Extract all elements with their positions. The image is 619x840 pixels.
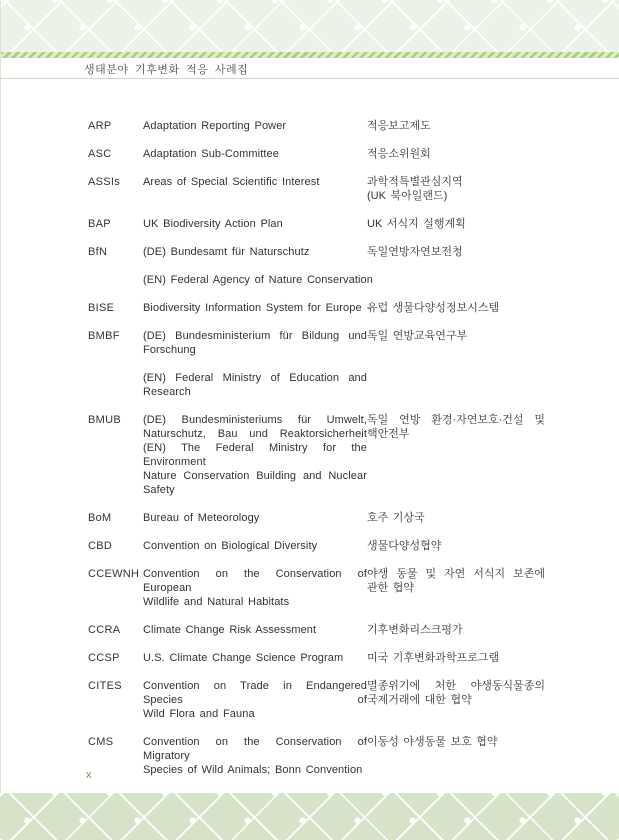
korean-cell <box>367 329 545 399</box>
korean-cell <box>367 147 545 161</box>
abbreviation-cell: CITES <box>88 680 122 692</box>
korean-cell <box>367 651 545 665</box>
english-cell <box>143 679 367 721</box>
english-paragraph <box>143 175 367 189</box>
english-line: Convention on the Conservation of Migratory <box>143 736 367 762</box>
english-line: (EN) Federal Agency of Nature Conservation <box>143 274 373 286</box>
english-paragraph <box>143 679 367 721</box>
korean-line: 기후변화리스크평가 <box>367 624 463 636</box>
english-line: (DE) Bundesministeriums für Umwelt, <box>143 414 367 426</box>
english-line: Adaptation Sub-Committee <box>143 148 279 160</box>
english-line: (EN) The Federal Ministry for the Environment <box>143 442 367 468</box>
abbreviation-cell: BMBF <box>88 330 120 342</box>
english-line: Convention on the Conservation of European <box>143 568 367 594</box>
abbreviation-cell: CBD <box>88 540 113 552</box>
english-line: Areas of Special Scientific Interest <box>143 176 320 188</box>
abbreviation-cell: CCEWNH <box>88 568 140 580</box>
english-line: Safety <box>143 484 175 496</box>
english-paragraph <box>143 735 367 777</box>
english-line: (EN) Federal Ministry of Education and <box>143 372 367 384</box>
korean-line: 독일 연방 환경·자연보호·건설 및 <box>367 414 545 426</box>
english-paragraph <box>143 245 367 259</box>
english-paragraph <box>143 301 367 315</box>
korean-cell <box>367 175 545 203</box>
abbreviation-cell: BAP <box>88 218 111 230</box>
english-cell <box>143 119 367 133</box>
table-row <box>88 413 593 497</box>
english-cell <box>143 329 367 399</box>
abbreviation-cell: ASC <box>88 148 112 160</box>
english-paragraph <box>143 511 367 525</box>
english-paragraph <box>143 329 367 357</box>
english-cell <box>143 217 367 231</box>
english-line: Nature Conservation Building and Nuclear <box>143 470 367 482</box>
korean-line: 관한 협약 <box>367 582 415 594</box>
english-line: (DE) Bundesamt für Naturschutz <box>143 246 310 258</box>
korean-line: 야생 동물 및 자연 서식지 보존에 <box>367 568 545 580</box>
english-cell <box>143 567 367 609</box>
abbreviation-cell: BISE <box>88 302 115 314</box>
english-paragraph <box>143 217 367 231</box>
top-decorative-band <box>0 0 619 52</box>
abbreviation-cell: ASSIs <box>88 176 121 188</box>
english-paragraph <box>143 623 367 637</box>
english-paragraph <box>143 273 373 287</box>
korean-line: 국제거래에 대한 협약 <box>367 694 472 706</box>
english-line: UK Biodiversity Action Plan <box>143 218 283 230</box>
english-line: Research <box>143 386 191 398</box>
table-row <box>88 735 593 777</box>
english-line: Convention on Biological Diversity <box>143 540 318 552</box>
table-row <box>88 651 593 665</box>
table-row <box>88 301 593 315</box>
abbreviation-cell: BoM <box>88 512 112 524</box>
korean-cell <box>367 217 545 231</box>
page-number: x <box>86 769 92 781</box>
korean-line: 이동성 야생동물 보호 협약 <box>367 736 498 748</box>
table-row <box>88 119 593 133</box>
table-row <box>88 539 593 553</box>
korean-line: 미국 기후변화과학프로그램 <box>367 652 500 664</box>
english-paragraph <box>143 147 367 161</box>
page-header-title: 생태분야 기후변화 적응 사례집 <box>84 64 249 76</box>
english-cell <box>143 735 367 777</box>
bottom-decorative-band <box>0 793 619 840</box>
korean-cell <box>367 679 545 721</box>
english-cell <box>143 511 367 525</box>
abbreviation-cell: BfN <box>88 246 108 258</box>
english-cell <box>143 651 367 665</box>
english-paragraph <box>143 119 367 133</box>
table-row <box>88 567 593 609</box>
header-divider-line <box>0 78 619 79</box>
english-cell <box>143 245 373 287</box>
korean-line: UK 서식지 실행계획 <box>367 218 466 230</box>
english-line: Convention on Trade in Endangered Species of <box>143 680 367 706</box>
korean-line: 호주 기상국 <box>367 512 425 524</box>
korean-line: 독일 연방교육연구부 <box>367 330 468 342</box>
english-cell <box>143 175 367 203</box>
korean-cell <box>367 301 545 315</box>
english-paragraph <box>143 371 367 399</box>
english-paragraph <box>143 539 367 553</box>
table-row <box>88 217 593 231</box>
table-row <box>88 679 593 721</box>
table-row <box>88 623 593 637</box>
english-line: Wildlife and Natural Habitats <box>143 596 290 608</box>
korean-line: 유럽 생물다양성정보시스템 <box>367 302 500 314</box>
abbreviation-cell: CCRA <box>88 624 121 636</box>
korean-line: 멸종위기에 처한 야생동식물종의 <box>367 680 545 692</box>
korean-cell <box>367 623 545 637</box>
table-row <box>88 175 593 203</box>
english-line: Bureau of Meteorology <box>143 512 260 524</box>
english-cell <box>143 147 367 161</box>
english-cell <box>143 413 367 497</box>
english-line: Wild Flora and Fauna <box>143 708 255 720</box>
english-line: Species of Wild Animals; Bonn Convention <box>143 764 363 776</box>
korean-line: 과학적특별관심지역 <box>367 176 463 188</box>
diagonal-stripe-band <box>0 52 619 58</box>
abbreviation-cell: ARP <box>88 120 112 132</box>
table-row <box>88 245 593 287</box>
glossary-table <box>88 119 593 791</box>
korean-cell <box>367 567 545 609</box>
korean-line: 핵안전부 <box>367 428 410 440</box>
english-line: Climate Change Risk Assessment <box>143 624 317 636</box>
table-row <box>88 511 593 525</box>
abbreviation-cell: CMS <box>88 736 114 748</box>
english-line: (DE) Bundesministerium für Bildung und <box>143 330 367 342</box>
abbreviation-cell: CCSP <box>88 652 120 664</box>
korean-cell <box>367 413 545 497</box>
korean-line: (UK 북아일랜드) <box>367 190 448 202</box>
english-line: Adaptation Reporting Power <box>143 120 287 132</box>
english-line: Naturschutz, Bau und Reaktorsicherheit <box>143 428 367 440</box>
table-row <box>88 329 593 399</box>
english-line: Forschung <box>143 344 196 356</box>
english-paragraph <box>143 651 367 665</box>
korean-line: 적응보고제도 <box>367 120 431 132</box>
abbreviation-cell: BMUB <box>88 414 121 426</box>
korean-cell <box>367 539 545 553</box>
english-cell <box>143 623 367 637</box>
english-line: Biodiversity Information System for Europe <box>143 302 362 314</box>
english-paragraph <box>143 413 367 497</box>
korean-cell <box>367 245 545 287</box>
english-cell <box>143 301 367 315</box>
korean-line: 생물다양성협약 <box>367 540 442 552</box>
korean-line: 적응소위원회 <box>367 148 431 160</box>
korean-cell <box>367 511 545 525</box>
korean-line: 독일연방자연보전청 <box>367 246 463 258</box>
english-cell <box>143 539 367 553</box>
english-line: U.S. Climate Change Science Program <box>143 652 344 664</box>
korean-cell <box>367 735 545 777</box>
korean-cell <box>367 119 545 133</box>
english-paragraph <box>143 567 367 609</box>
table-row <box>88 147 593 161</box>
page-left-edge <box>0 0 1 840</box>
